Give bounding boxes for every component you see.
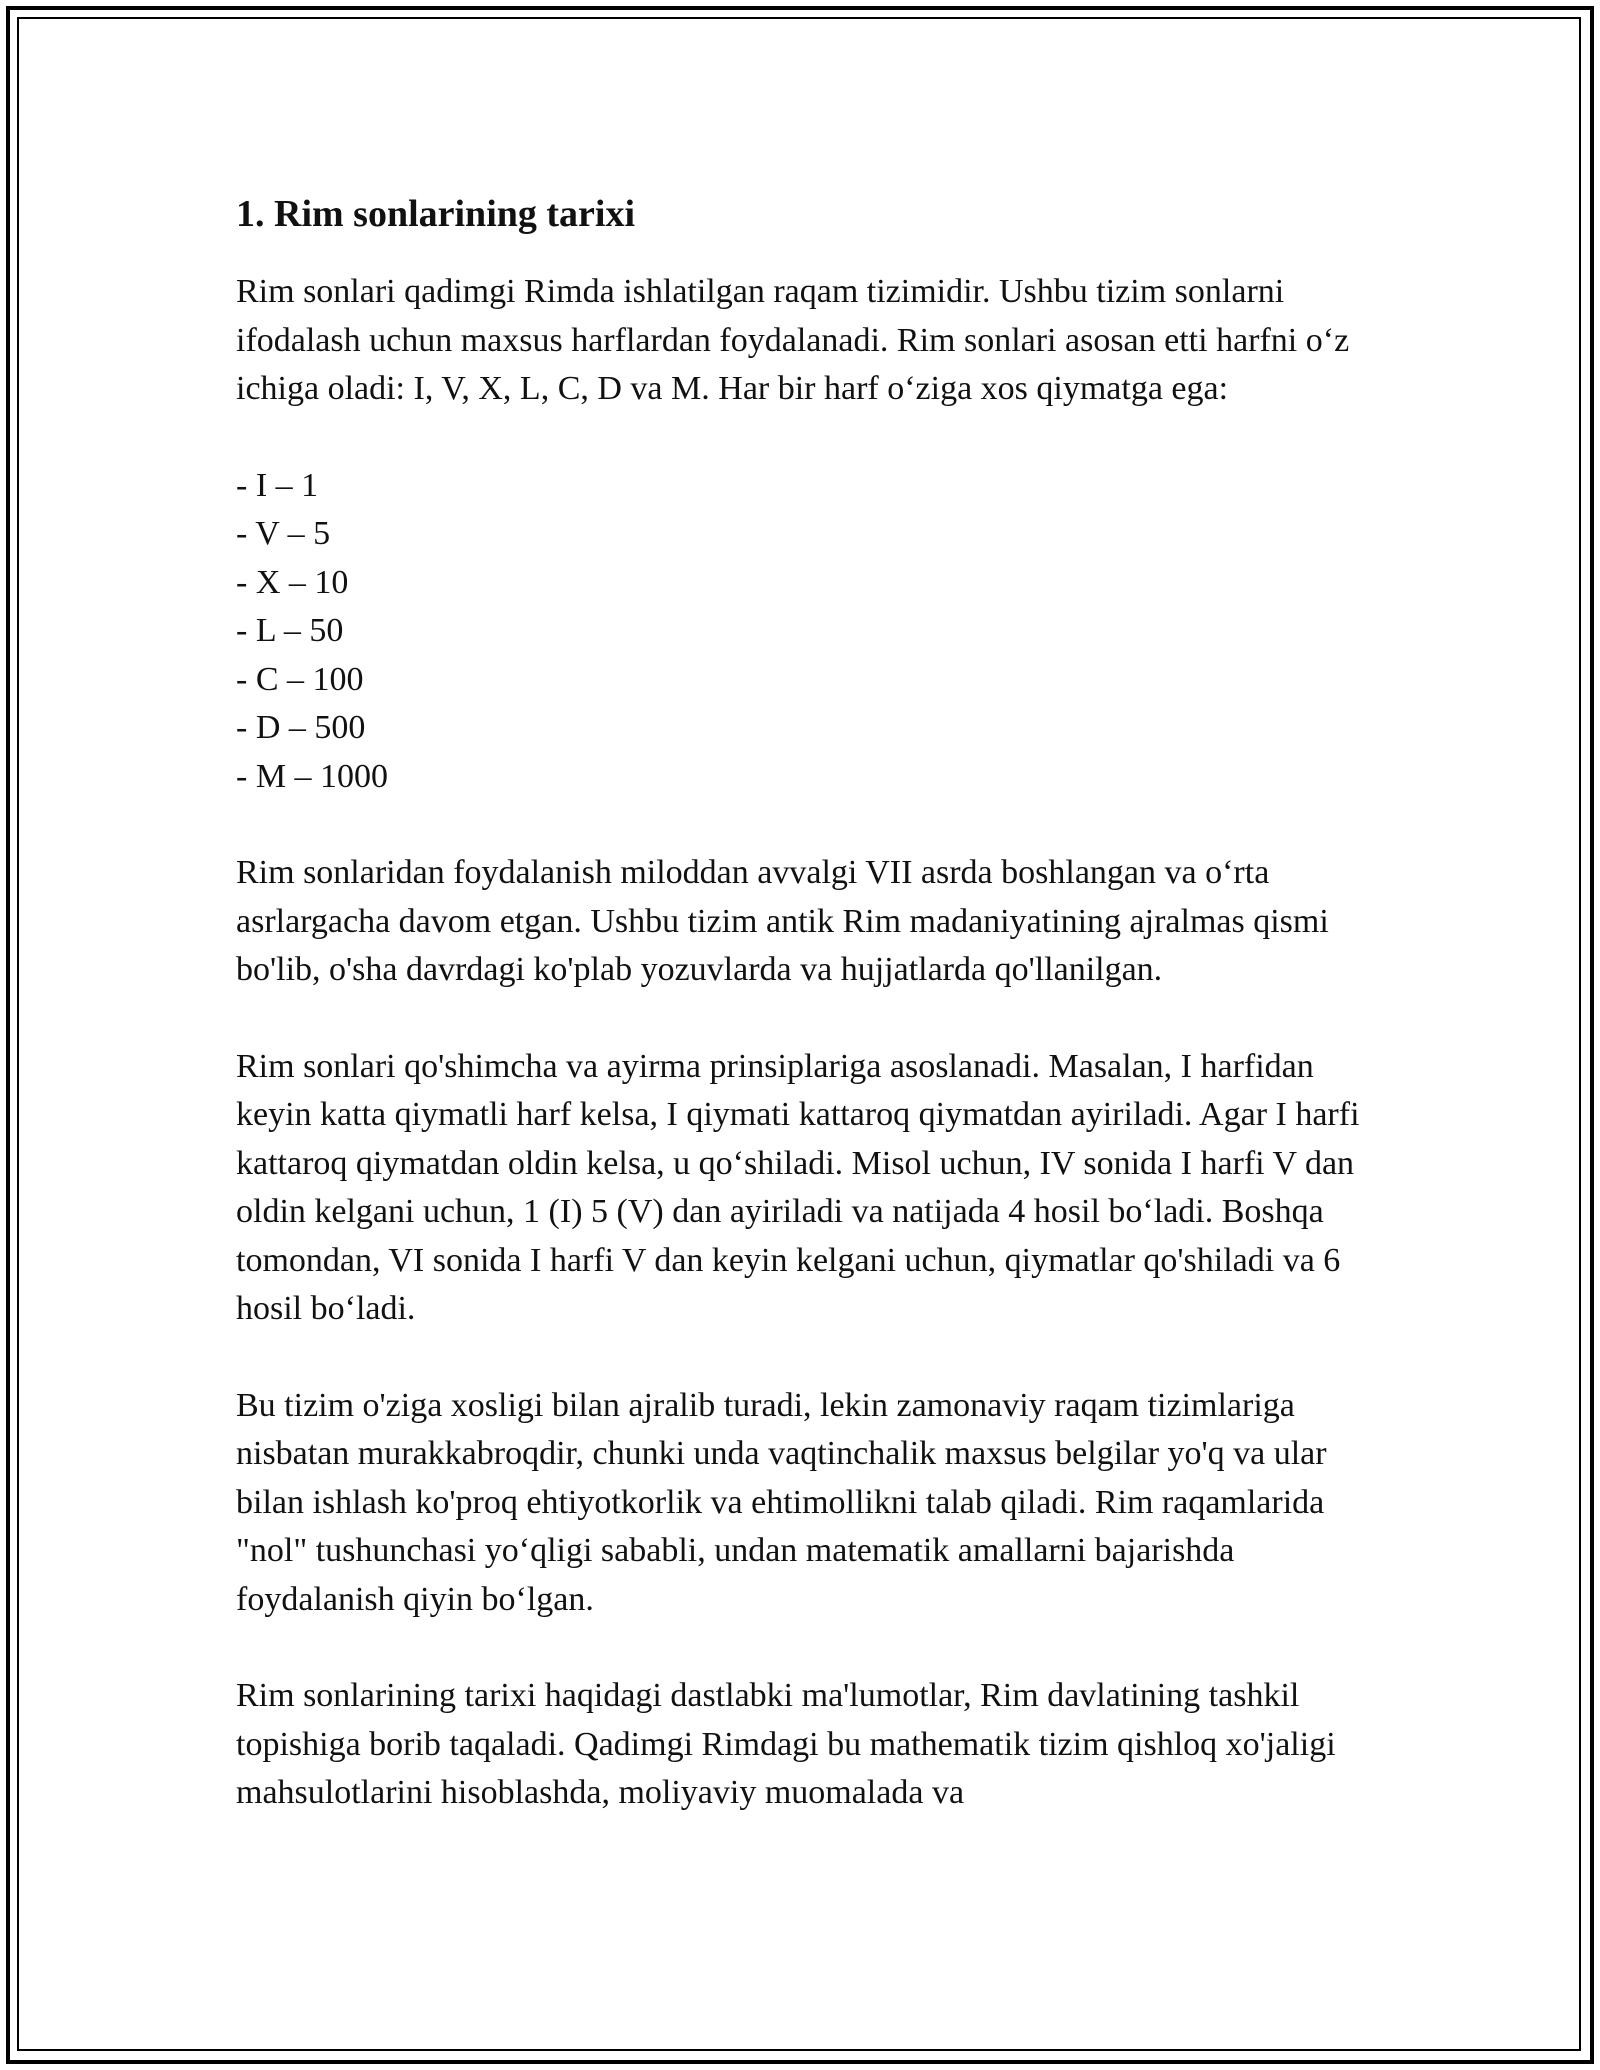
list-item: - I – 1 <box>236 466 319 504</box>
document-body <box>236 186 1376 1866</box>
paragraph-principles: Rim sonlari qo'shimcha va ayirma prinsiplariga asoslanadi. Masalan, I harfidan keyin katta qiymatli harf kelsa, I qiymati kattaroq qiymatdan ayiriladi. Agar I harfi kattaroq qiymatdan oldin kelsa, u qo‘shiladi. Misol uchun, IV sonida I harfi V dan oldin kelgani uchun, 1 (I) 5 (V) dan ayiriladi va natijada 4 hosil bo‘ladi. Boshqa tomondan, VI sonida I harfi V dan keyin kelgani uchun, qiymatlar qo'shiladi va 6 hosil bo‘ladi. <box>236 1047 1360 1327</box>
paragraph-origins: Rim sonlarining tarixi haqidagi dastlabki ma'lumotlar, Rim davlatining tashkil topishiga borib taqaladi. Qadimgi Rimdagi bu mathematik tizim qishloq xo'jaligi mahsulotlarini hisoblashda, moliyaviy muomalada va <box>236 1677 1336 1811</box>
paragraph-complexity: Bu tizim o'ziga xosligi bilan ajralib turadi, lekin zamonaviy raqam tizimlariga nisbatan murakkabroqdir, chunki unda vaqtinchalik maxsus belgilar yo'q va ular bilan ishlash ko'proq ehtiyotkorlik va ehtimollikni talab qiladi. Rim raqamlarida "nol" tushunchasi yo‘qligi sababli, undan matematik amallarni bajarishda foydalanish qiyin bo‘lgan. <box>236 1386 1327 1618</box>
list-item: - V – 5 <box>236 515 331 552</box>
list-item: - L – 50 <box>236 612 344 649</box>
list-item: - C – 100 <box>236 660 364 698</box>
list-item: - X – 10 <box>236 563 349 601</box>
list-item: - D – 500 <box>236 709 366 746</box>
list-item: - M – 1000 <box>236 757 389 795</box>
paragraph-intro: Rim sonlari qadimgi Rimda ishlatilgan raqam tizimidir. Ushbu tizim sonlarni ifodalash uchun maxsus harflardan foydalanadi. Rim sonlari asosan etti harfni o‘z ichiga oladi: I, V, X, L, C, D va M. Har bir harf o‘ziga xos qiymatga ega: <box>236 273 1350 407</box>
section-title: 1. Rim sonlarining tarixi <box>236 193 636 235</box>
paragraph-usage: Rim sonlaridan foydalanish miloddan avvalgi VII asrda boshlangan va o‘rta asrlargacha davom etgan. Ushbu tizim antik Rim madaniyatining ajralmas qismi bo'lib, o'sha davrdagi ko'plab yozuvlarda va hujjatlarda qo'llanilgan. <box>236 854 1329 988</box>
numeral-value-list <box>236 462 1376 802</box>
